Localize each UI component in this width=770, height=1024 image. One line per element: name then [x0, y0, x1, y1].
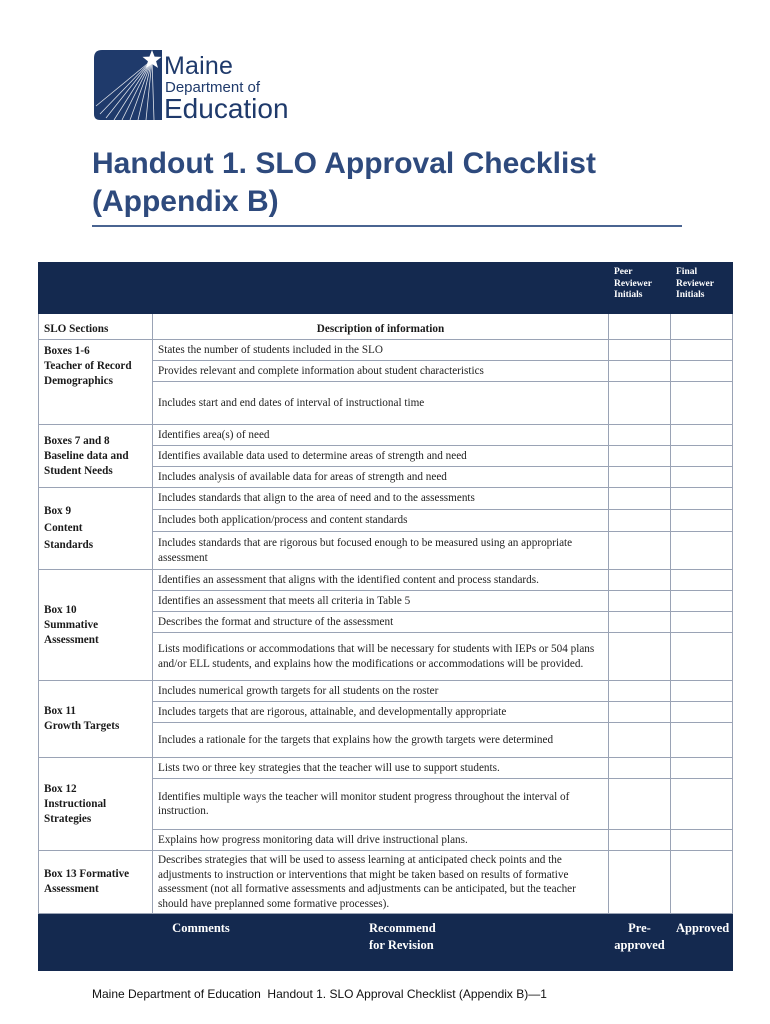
section-boxes-7-8: Boxes 7 and 8 Baseline data and Student Needs [39, 425, 153, 488]
peer-initials-input[interactable] [609, 591, 671, 612]
table-row [39, 758, 733, 779]
item-description: States the number of students included in the SLO [153, 340, 609, 361]
title-line-2: (Appendix B) [92, 185, 279, 218]
table-footer-row [39, 914, 733, 971]
section-box-9: Box 9 Content Standards [39, 488, 153, 570]
item-description: Identifies an assessment that aligns with the identified content and process standards. [153, 570, 609, 591]
peer-initials-input[interactable] [609, 340, 671, 361]
section-box-12: Box 12 Instructional Strategies [39, 758, 153, 851]
slo-sections-header: SLO Sections [39, 314, 153, 340]
logo-department: Department of [165, 79, 261, 96]
item-description: Includes numerical growth targets for all students on the roster [153, 681, 609, 702]
final-check-cell[interactable] [671, 314, 733, 340]
final-initials-input[interactable] [671, 723, 733, 758]
approval-checklist-table [38, 262, 733, 971]
peer-initials-input[interactable] [609, 779, 671, 830]
final-initials-input[interactable] [671, 488, 733, 510]
final-initials-input[interactable] [671, 681, 733, 702]
peer-reviewer-header: Peer Reviewer Initials [609, 263, 671, 314]
peer-initials-input[interactable] [609, 758, 671, 779]
section-box-10: Box 10 Summative Assessment [39, 570, 153, 681]
peer-initials-input[interactable] [609, 446, 671, 467]
item-description: Lists modifications or accommodations that will be necessary for students with IEPs or 504 plans and/or ELL students, and explains how the modifications or accommodations will be provided. [153, 633, 609, 681]
peer-initials-input[interactable] [609, 830, 671, 851]
item-description: Describes the format and structure of the assessment [153, 612, 609, 633]
final-initials-input[interactable] [671, 758, 733, 779]
item-description: Identifies multiple ways the teacher will monitor student progress throughout the interval of instruction. [153, 779, 609, 830]
item-description: Includes analysis of available data for areas of strength and need [153, 467, 609, 488]
peer-initials-input[interactable] [609, 361, 671, 382]
star-rays-logo-icon [92, 48, 164, 122]
final-initials-input[interactable] [671, 532, 733, 570]
logo-education: Education [164, 93, 289, 124]
peer-initials-input[interactable] [609, 681, 671, 702]
table-row [39, 340, 733, 361]
peer-initials-input[interactable] [609, 633, 671, 681]
section-box-11: Box 11 Growth Targets [39, 681, 153, 758]
table-row [39, 570, 733, 591]
item-description: Identifies available data used to determine areas of strength and need [153, 446, 609, 467]
peer-initials-input[interactable] [609, 488, 671, 510]
column-header-row [39, 314, 733, 340]
recommend-revision-label: Recommend for Revision [369, 921, 436, 952]
table-row [39, 488, 733, 510]
header-blank [39, 263, 609, 314]
table-row [39, 425, 733, 446]
item-description: Identifies an assessment that meets all criteria in Table 5 [153, 591, 609, 612]
final-initials-input[interactable] [671, 612, 733, 633]
logo-maine: Maine [164, 52, 234, 80]
peer-initials-input[interactable] [609, 612, 671, 633]
item-description: Includes standards that are rigorous but focused enough to be measured using an appropriate assessment [153, 532, 609, 570]
approved-label: Approved [671, 914, 733, 971]
peer-initials-input[interactable] [609, 702, 671, 723]
final-initials-input[interactable] [671, 446, 733, 467]
section-boxes-1-6: Boxes 1-6 Teacher of Record Demographics [39, 340, 153, 425]
title-line-1: Handout 1. SLO Approval Checklist [92, 147, 596, 180]
item-description: Identifies area(s) of need [153, 425, 609, 446]
peer-initials-input[interactable] [609, 382, 671, 425]
item-description: Provides relevant and complete information about student characteristics [153, 361, 609, 382]
peer-check-cell[interactable] [609, 314, 671, 340]
page-title [92, 145, 682, 227]
comments-label: Comments [172, 921, 230, 935]
item-description: Includes start and end dates of interval of instructional time [153, 382, 609, 425]
final-initials-input[interactable] [671, 361, 733, 382]
final-initials-input[interactable] [671, 340, 733, 361]
final-initials-input[interactable] [671, 570, 733, 591]
item-description: Lists two or three key strategies that the teacher will use to support students. [153, 758, 609, 779]
peer-initials-input[interactable] [609, 510, 671, 532]
peer-initials-input[interactable] [609, 723, 671, 758]
item-description: Explains how progress monitoring data will drive instructional plans. [153, 830, 609, 851]
final-initials-input[interactable] [671, 425, 733, 446]
page-footer: Maine Department of Education Handout 1. SLO Approval Checklist (Appendix B)—1 [92, 987, 547, 1001]
item-description: Includes a rationale for the targets that explains how the growth targets were determined [153, 723, 609, 758]
pre-approved-label: Pre-approved [609, 914, 671, 971]
item-description: Includes targets that are rigorous, attainable, and developmentally appropriate [153, 702, 609, 723]
table-row [39, 681, 733, 702]
table-header-row [39, 263, 733, 314]
final-initials-input[interactable] [671, 510, 733, 532]
final-reviewer-header: Final Reviewer Initials [671, 263, 733, 314]
section-box-13: Box 13 Formative Assessment [39, 851, 153, 914]
maine-doe-logo [92, 48, 302, 126]
final-initials-input[interactable] [671, 702, 733, 723]
item-description: Describes strategies that will be used to assess learning at anticipated check points and the adjustments to instruction or interventions that might be taken based on results of formative assessment (not all formative assessments and adjustments can be anticipated, but the teacher should have preplanned some formative processes). [153, 851, 609, 914]
final-initials-input[interactable] [671, 851, 733, 914]
peer-initials-input[interactable] [609, 570, 671, 591]
item-description: Includes standards that align to the area of need and to the assessments [153, 488, 609, 510]
description-header: Description of information [153, 314, 609, 340]
peer-initials-input[interactable] [609, 851, 671, 914]
final-initials-input[interactable] [671, 467, 733, 488]
final-initials-input[interactable] [671, 633, 733, 681]
peer-initials-input[interactable] [609, 425, 671, 446]
peer-initials-input[interactable] [609, 467, 671, 488]
final-initials-input[interactable] [671, 779, 733, 830]
final-initials-input[interactable] [671, 382, 733, 425]
final-initials-input[interactable] [671, 591, 733, 612]
table-row [39, 851, 733, 914]
final-initials-input[interactable] [671, 830, 733, 851]
peer-initials-input[interactable] [609, 532, 671, 570]
item-description: Includes both application/process and content standards [153, 510, 609, 532]
footer-left-cell [39, 914, 609, 971]
logo-wordmark [164, 54, 289, 123]
